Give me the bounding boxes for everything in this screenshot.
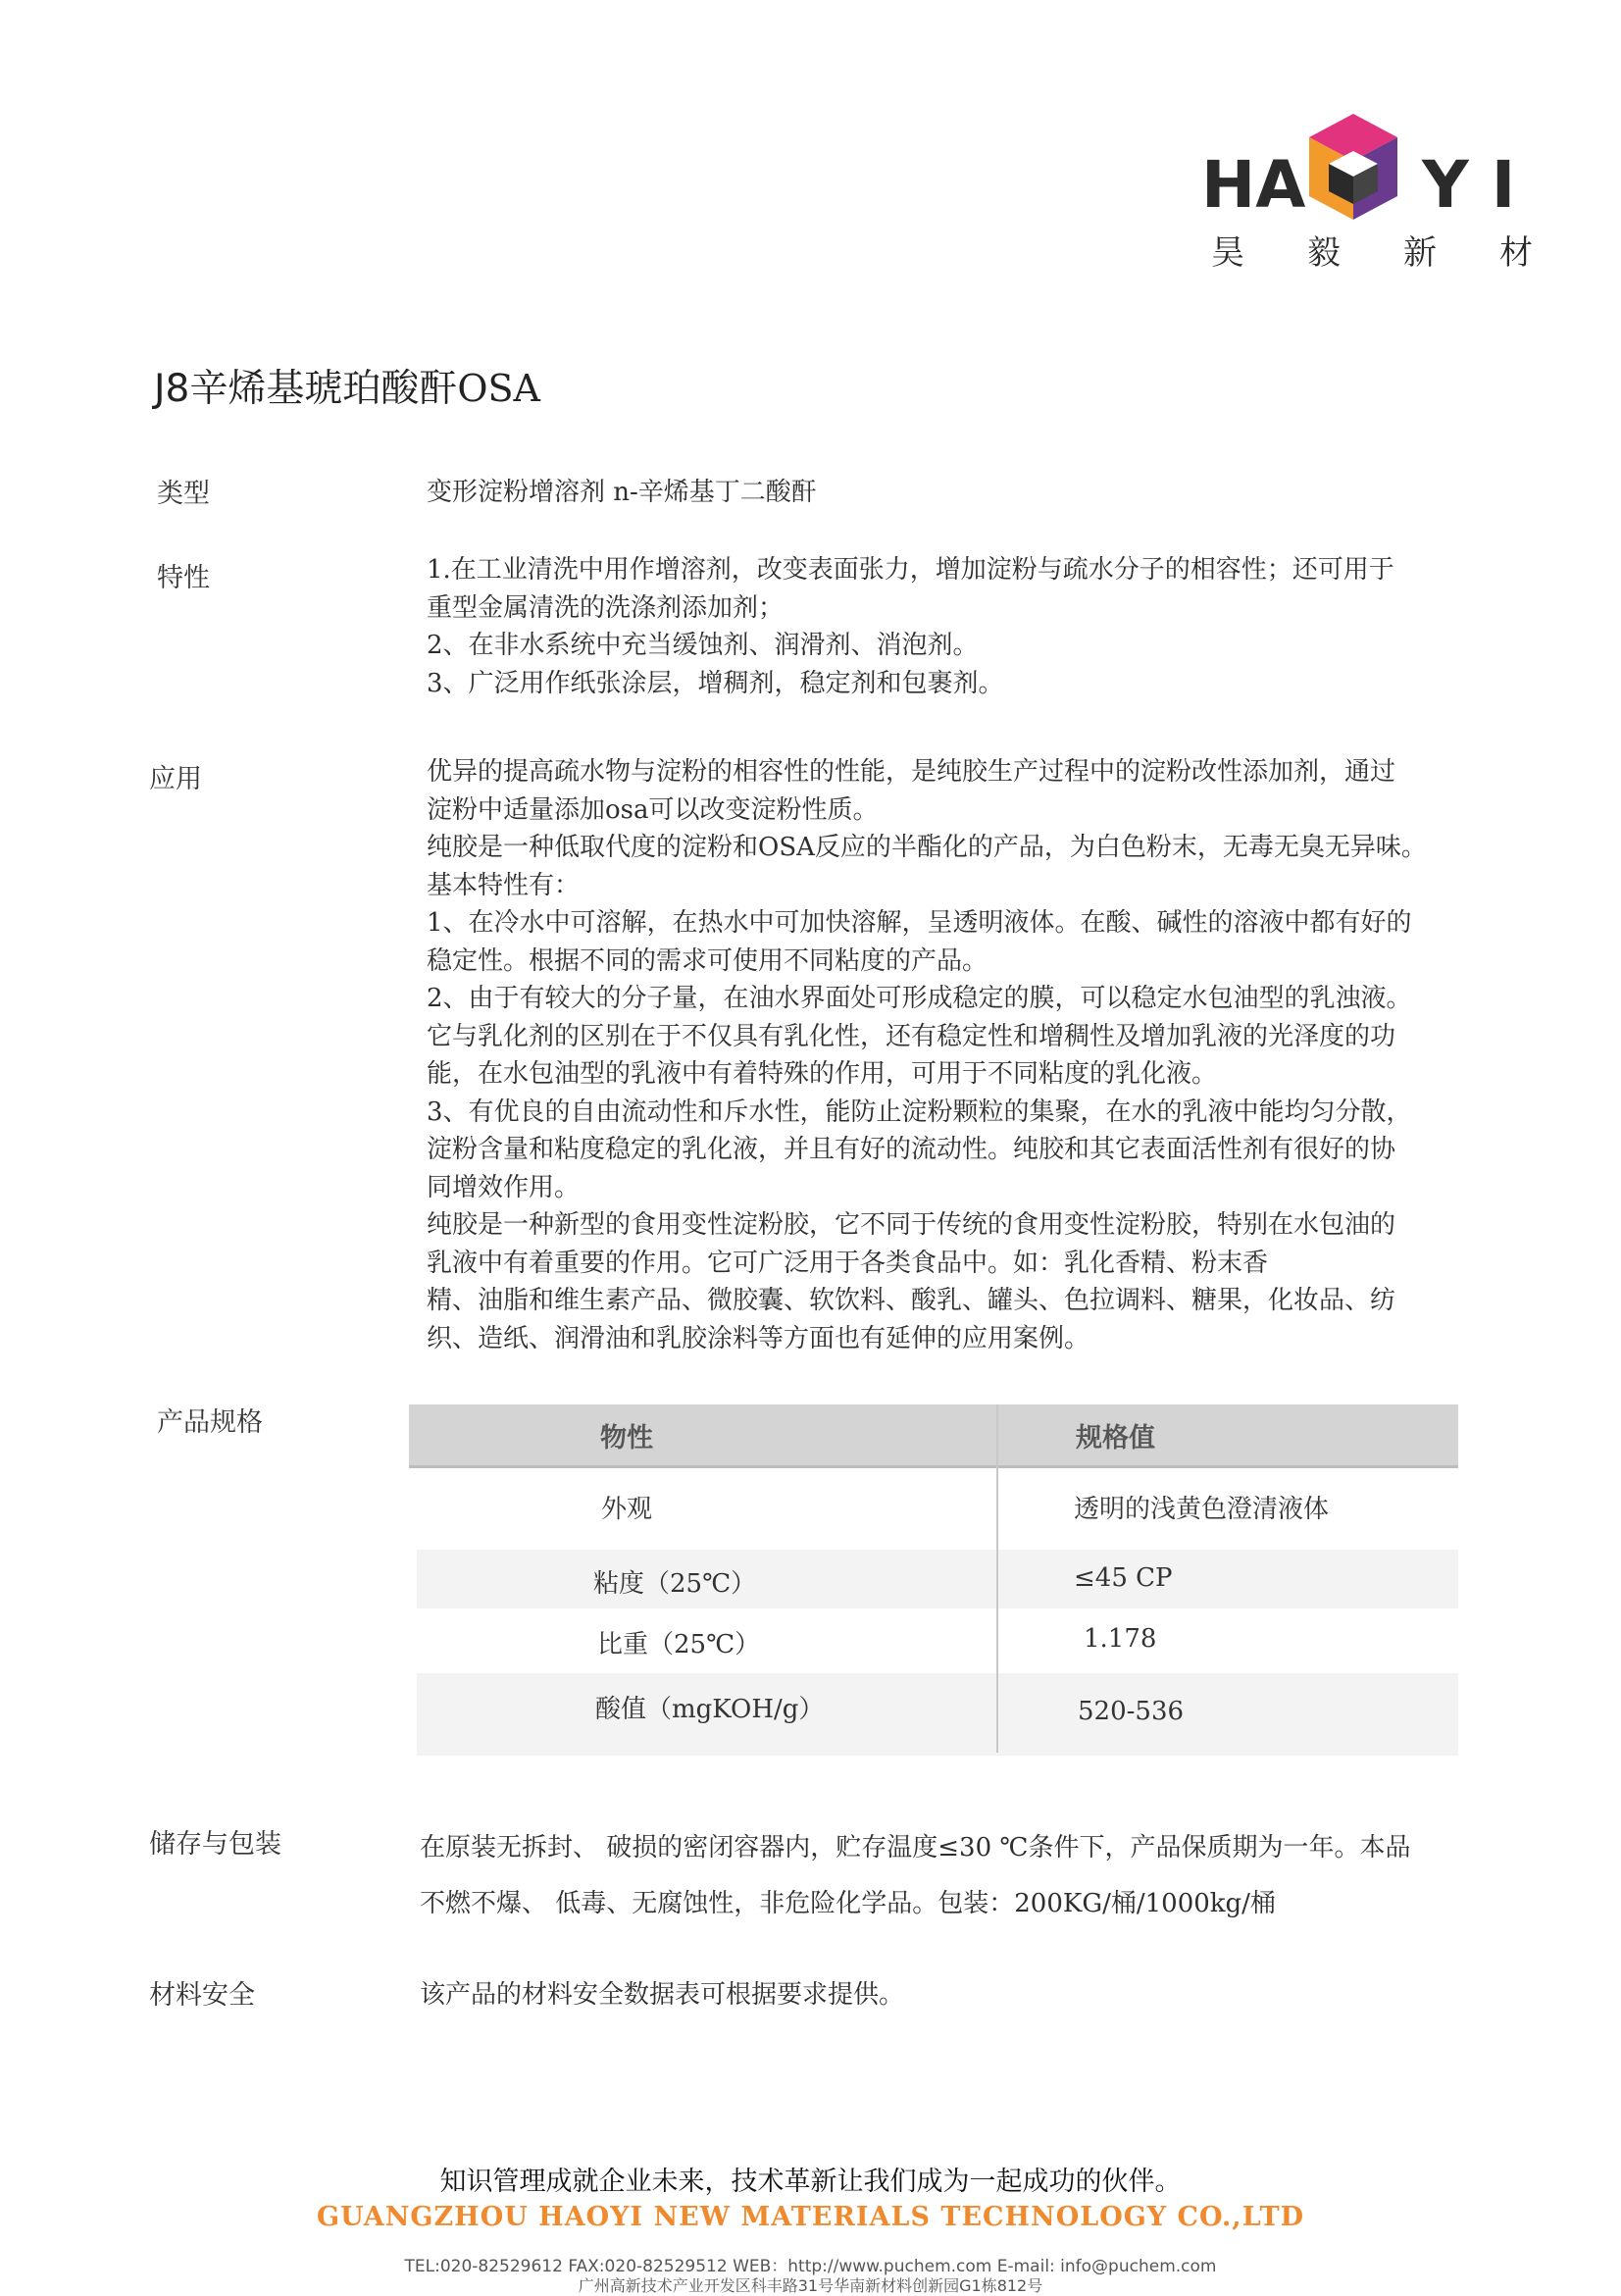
logo-cn-char: 新	[1403, 233, 1437, 273]
properties-text	[427, 551, 1486, 702]
application-line: 乳液中有着重要的作用。它可广泛用于各类食品中。如：乳化香精、粉末香	[427, 1248, 1269, 1278]
application-line: 纯胶是一种新型的食用变性淀粉胶，它不同于传统的食用变性淀粉胶，特别在水包油的	[427, 1210, 1396, 1240]
application-label: 应用	[149, 764, 202, 794]
logo-text-right: Y I	[1422, 147, 1516, 223]
application-line: 淀粉中适量添加osa可以改变淀粉性质。	[427, 794, 879, 825]
spec-cell-value: 520-536	[1078, 1697, 1185, 1726]
spec-cell-property: 酸值（mgKOH/g）	[595, 1695, 825, 1724]
footer-slogan: 知识管理成就企业未来，技术革新让我们成为一起成功的伙伴。	[439, 2167, 1182, 2197]
application-line: 稳定性。根据不同的需求可使用不同粘度的产品。	[427, 945, 988, 976]
application-text	[427, 753, 1495, 1357]
footer-address: 广州高新技术产业开发区科丰路31号华南新材料创新园G1栋812号	[578, 2276, 1043, 2295]
properties-label: 特性	[157, 563, 210, 593]
application-line: 纯胶是一种低取代度的淀粉和OSA反应的半酯化的产品，为白色粉末，无毒无臭无异味。	[427, 833, 1427, 862]
title-suffix: OSA	[457, 367, 540, 410]
spec-cell-property: 比重（25℃）	[597, 1630, 761, 1659]
page-title	[154, 358, 540, 413]
type-label: 类型	[157, 479, 210, 509]
properties-line: 重型金属清洗的洗涤剂添加剂；	[427, 592, 785, 623]
spec-cell-value: ≤45 CP	[1074, 1563, 1173, 1593]
footer-company-name: GUANGZHOU HAOYI NEW MATERIALS TECHNOLOGY CO.,LTD	[317, 2202, 1304, 2232]
logo-cn-char: 昊	[1211, 233, 1244, 273]
logo-cn-char: 毅	[1307, 233, 1341, 273]
logo-cn-char: 材	[1499, 233, 1533, 273]
storage-line: 不燃不爆、 低毒、无腐蚀性，非危险化学品。包装：200KG/桶/1000kg/桶	[420, 1889, 1276, 1918]
application-line: 淀粉含量和粘度稳定的乳化液，并且有好的流动性。纯胶和其它表面活性剂有很好的协	[427, 1135, 1396, 1164]
application-line: 1、在冷水中可溶解，在热水中可加快溶解，呈透明液体。在酸、碱性的溶液中都有好的	[427, 908, 1412, 938]
type-value: 变形淀粉增溶剂 n-辛烯基丁二酸酐	[427, 478, 817, 507]
spec-cell-value: 1.178	[1084, 1624, 1157, 1654]
application-line: 它与乳化剂的区别在于不仅具有乳化性，还有稳定性和增稠性及增加乳液的光泽度的功	[427, 1021, 1396, 1051]
spec-header-value: 规格值	[1076, 1423, 1155, 1454]
logo-cube-icon	[1299, 110, 1407, 228]
application-line: 精、油脂和维生素产品、微胶囊、软饮料、酸乳、罐头、色拉调料、糖果，化妆品、纺	[427, 1286, 1396, 1315]
spec-cell-property: 粘度（25℃）	[593, 1569, 757, 1599]
spec-table-header	[409, 1404, 1458, 1468]
spec-cell-value: 透明的浅黄色澄清液体	[1074, 1495, 1330, 1524]
storage-text	[420, 1820, 1508, 1932]
spec-label: 产品规格	[157, 1407, 263, 1438]
application-line: 基本特性有：	[427, 870, 581, 900]
application-line: 3、有优良的自由流动性和斥水性，能防止淀粉颗粒的集聚，在水的乳液中能均匀分散，	[427, 1097, 1412, 1127]
application-line: 能，在水包油型的乳液中有着特殊的作用，可用于不同粘度的乳化液。	[427, 1059, 1218, 1089]
safety-value: 该产品的材料安全数据表可根据要求提供。	[420, 1980, 905, 2010]
spec-row	[417, 1550, 1458, 1608]
company-logo	[1201, 110, 1540, 277]
footer-contact: TEL:020-82529612 FAX:020-82529512 WEB：http://www.puchem.com E-mail: info@puchem.com	[404, 2257, 1217, 2276]
application-line: 优异的提高疏水物与淀粉的相容性的性能，是纯胶生产过程中的淀粉改性添加剂，通过	[427, 757, 1396, 787]
application-line: 同增效作用。	[427, 1172, 581, 1202]
spec-cell-property: 外观	[601, 1495, 653, 1524]
storage-line: 在原装无拆封、 破损的密闭容器内，贮存温度≤30 ℃条件下，产品保质期为一年。本品	[420, 1833, 1411, 1862]
spec-table	[409, 1404, 1458, 1758]
logo-text-left: HA	[1201, 147, 1306, 223]
properties-line: 3、广泛用作纸张涂层，增稠剂，稳定剂和包裹剂。	[427, 668, 1004, 698]
spec-row	[417, 1471, 1458, 1545]
storage-label: 储存与包装	[149, 1829, 281, 1860]
application-line: 织、造纸、润滑油和乳胶涂料等方面也有延伸的应用案例。	[427, 1323, 1090, 1353]
spec-row	[417, 1673, 1458, 1756]
spec-column-divider	[996, 1404, 998, 1753]
spec-row	[417, 1610, 1458, 1671]
safety-label: 材料安全	[149, 1980, 255, 2011]
spec-header-property: 物性	[600, 1423, 653, 1454]
properties-line: 2、在非水系统中充当缓蚀剂、润滑剂、消泡剂。	[427, 631, 979, 660]
properties-line: 1.在工业清洗中用作增溶剂，改变表面张力，增加淀粉与疏水分子的相容性；还可用于	[427, 555, 1394, 585]
title-prefix: J8辛烯基琥珀酸酐	[154, 367, 458, 411]
application-line: 2、由于有较大的分子量，在油水界面处可形成稳定的膜，可以稳定水包油型的乳浊液。	[427, 984, 1412, 1013]
